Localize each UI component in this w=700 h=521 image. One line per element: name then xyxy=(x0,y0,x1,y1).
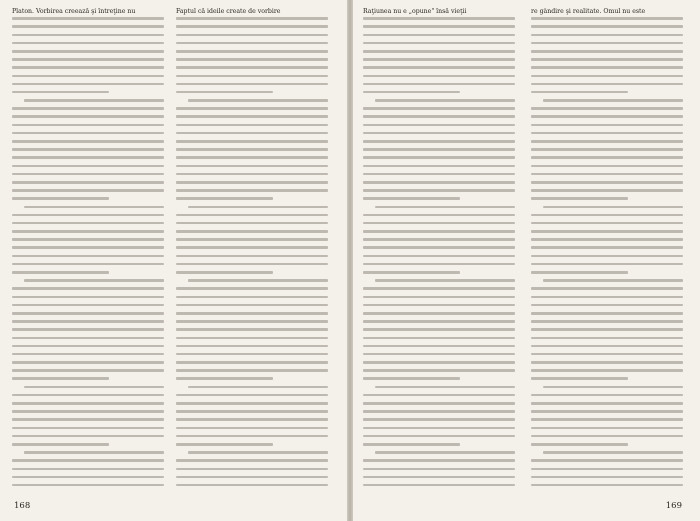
text-line xyxy=(531,148,683,151)
text-line xyxy=(363,222,515,225)
text-line xyxy=(176,369,328,372)
text-line xyxy=(12,427,164,430)
text-line xyxy=(176,132,328,135)
text-line xyxy=(531,132,683,135)
text-line xyxy=(12,402,164,405)
text-line xyxy=(531,443,628,446)
text-line xyxy=(531,124,683,127)
text-line xyxy=(176,189,328,192)
text-line xyxy=(543,451,683,454)
text-line xyxy=(531,107,683,110)
text-line xyxy=(531,165,683,168)
text-line xyxy=(176,222,328,225)
text-line xyxy=(176,75,328,78)
text-line xyxy=(176,468,328,471)
text-line xyxy=(176,304,328,307)
left-page-number: 168 xyxy=(14,501,31,511)
text-line xyxy=(363,361,515,364)
text-line xyxy=(363,410,515,413)
text-line xyxy=(531,271,628,274)
text-line xyxy=(12,189,164,192)
text-line xyxy=(531,181,683,184)
right-column-2-lead: re gândire şi realitate. Omul nu este xyxy=(531,8,646,15)
text-line xyxy=(176,42,328,45)
text-line xyxy=(531,304,683,307)
text-line xyxy=(531,83,683,86)
text-line xyxy=(12,271,109,274)
text-line xyxy=(531,197,628,200)
text-line xyxy=(363,287,515,290)
text-line xyxy=(12,197,109,200)
text-line xyxy=(363,484,515,487)
text-line xyxy=(531,156,683,159)
text-line xyxy=(12,296,164,299)
text-line xyxy=(12,17,164,20)
text-line xyxy=(176,156,328,159)
text-line xyxy=(176,459,328,462)
text-line xyxy=(12,34,164,37)
text-line xyxy=(176,34,328,37)
text-line xyxy=(531,238,683,241)
text-line xyxy=(24,386,164,389)
text-line xyxy=(531,312,683,315)
text-line xyxy=(176,25,328,28)
text-line xyxy=(12,238,164,241)
text-line xyxy=(531,246,683,249)
text-line xyxy=(363,58,515,61)
text-line xyxy=(12,140,164,143)
text-line xyxy=(12,410,164,413)
text-line xyxy=(176,214,328,217)
text-line xyxy=(531,369,683,372)
text-line xyxy=(531,410,683,413)
text-line xyxy=(12,75,164,78)
text-line xyxy=(531,140,683,143)
text-line xyxy=(176,361,328,364)
text-line xyxy=(363,34,515,37)
text-line xyxy=(363,296,515,299)
text-line xyxy=(12,66,164,69)
text-line xyxy=(375,206,515,209)
text-line xyxy=(176,165,328,168)
text-line xyxy=(363,337,515,340)
text-line xyxy=(531,115,683,118)
text-line xyxy=(363,115,515,118)
text-line xyxy=(531,427,683,430)
text-line xyxy=(176,181,328,184)
text-line xyxy=(176,427,328,430)
text-line xyxy=(363,418,515,421)
text-line xyxy=(24,451,164,454)
text-line xyxy=(531,476,683,479)
text-line xyxy=(176,148,328,151)
text-line xyxy=(12,435,164,438)
text-line xyxy=(176,107,328,110)
text-line xyxy=(12,468,164,471)
text-line xyxy=(176,173,328,176)
text-line xyxy=(363,468,515,471)
text-line xyxy=(176,484,328,487)
text-line xyxy=(12,328,164,331)
text-line xyxy=(176,66,328,69)
text-line xyxy=(531,402,683,405)
text-line xyxy=(12,304,164,307)
text-line xyxy=(531,484,683,487)
text-line xyxy=(12,287,164,290)
text-line xyxy=(176,197,273,200)
left-column-2-text xyxy=(176,17,328,486)
right-column-1 xyxy=(363,8,515,500)
text-line xyxy=(375,451,515,454)
text-line xyxy=(543,206,683,209)
text-line xyxy=(531,345,683,348)
text-line xyxy=(363,377,460,380)
text-line xyxy=(363,304,515,307)
text-line xyxy=(531,50,683,53)
text-line xyxy=(12,50,164,53)
text-line xyxy=(531,42,683,45)
text-line xyxy=(176,476,328,479)
text-line xyxy=(531,459,683,462)
text-line xyxy=(531,34,683,37)
right-column-1-text xyxy=(363,17,515,486)
text-line xyxy=(363,255,515,258)
right-page xyxy=(353,0,700,521)
text-line xyxy=(176,17,328,20)
text-line xyxy=(176,140,328,143)
text-line xyxy=(176,287,328,290)
text-line xyxy=(531,25,683,28)
left-column-2-lead: Faptul că ideile create de vorbire xyxy=(176,8,281,15)
text-line xyxy=(24,99,164,102)
text-line xyxy=(363,402,515,405)
text-line xyxy=(188,279,328,282)
text-line xyxy=(12,148,164,151)
text-line xyxy=(12,320,164,323)
text-line xyxy=(12,263,164,266)
text-line xyxy=(12,345,164,348)
text-line xyxy=(176,246,328,249)
text-line xyxy=(363,17,515,20)
text-line xyxy=(176,271,273,274)
text-line xyxy=(176,115,328,118)
text-line xyxy=(531,214,683,217)
text-line xyxy=(531,361,683,364)
text-line xyxy=(531,189,683,192)
text-line xyxy=(188,206,328,209)
text-line xyxy=(363,214,515,217)
text-line xyxy=(531,75,683,78)
text-line xyxy=(363,320,515,323)
text-line xyxy=(12,246,164,249)
text-line xyxy=(531,91,628,94)
text-line xyxy=(12,181,164,184)
text-line xyxy=(12,132,164,135)
text-line xyxy=(12,124,164,127)
text-line xyxy=(363,197,460,200)
text-line xyxy=(176,394,328,397)
text-line xyxy=(363,353,515,356)
text-line xyxy=(363,230,515,233)
text-line xyxy=(531,222,683,225)
left-column-1-lead: Platon. Vorbirea creează şi întreţine nu xyxy=(12,8,136,15)
text-line xyxy=(24,206,164,209)
text-line xyxy=(363,132,515,135)
text-line xyxy=(531,328,683,331)
text-line xyxy=(543,279,683,282)
text-line xyxy=(12,443,109,446)
text-line xyxy=(12,394,164,397)
right-column-1-lead: Raţiunea nu e „opune" însă vieţii xyxy=(363,8,467,15)
text-line xyxy=(176,410,328,413)
text-line xyxy=(363,140,515,143)
left-column-2 xyxy=(176,8,328,500)
text-line xyxy=(12,353,164,356)
text-line xyxy=(531,287,683,290)
text-line xyxy=(363,345,515,348)
text-line xyxy=(363,91,460,94)
text-line xyxy=(363,83,515,86)
text-line xyxy=(531,230,683,233)
text-line xyxy=(531,418,683,421)
text-line xyxy=(363,238,515,241)
text-line xyxy=(543,99,683,102)
text-line xyxy=(12,115,164,118)
left-column-1-text xyxy=(12,17,164,486)
text-line xyxy=(375,279,515,282)
text-line xyxy=(12,312,164,315)
text-line xyxy=(176,377,273,380)
text-line xyxy=(176,320,328,323)
text-line xyxy=(363,394,515,397)
text-line xyxy=(363,50,515,53)
text-line xyxy=(12,418,164,421)
text-line xyxy=(363,263,515,266)
text-line xyxy=(363,107,515,110)
right-page-number: 169 xyxy=(665,501,682,511)
text-line xyxy=(12,361,164,364)
text-line xyxy=(12,107,164,110)
text-line xyxy=(363,369,515,372)
text-line xyxy=(12,222,164,225)
left-column-1 xyxy=(12,8,164,500)
text-line xyxy=(363,165,515,168)
text-line xyxy=(363,25,515,28)
text-line xyxy=(176,353,328,356)
text-line xyxy=(363,124,515,127)
text-line xyxy=(375,386,515,389)
text-line xyxy=(363,148,515,151)
text-line xyxy=(176,238,328,241)
text-line xyxy=(531,263,683,266)
text-line xyxy=(188,386,328,389)
text-line xyxy=(176,435,328,438)
text-line xyxy=(531,320,683,323)
text-line xyxy=(176,312,328,315)
text-line xyxy=(176,124,328,127)
text-line xyxy=(12,484,164,487)
text-line xyxy=(531,296,683,299)
right-column-2-text xyxy=(531,17,683,486)
text-line xyxy=(531,394,683,397)
text-line xyxy=(531,255,683,258)
text-line xyxy=(12,42,164,45)
text-line xyxy=(176,255,328,258)
text-line xyxy=(531,377,628,380)
text-line xyxy=(363,246,515,249)
text-line xyxy=(12,369,164,372)
text-line xyxy=(531,17,683,20)
text-line xyxy=(363,328,515,331)
text-line xyxy=(531,66,683,69)
text-line xyxy=(363,435,515,438)
text-line xyxy=(531,353,683,356)
text-line xyxy=(176,443,273,446)
text-line xyxy=(12,476,164,479)
text-line xyxy=(12,173,164,176)
text-line xyxy=(176,296,328,299)
text-line xyxy=(12,91,109,94)
text-line xyxy=(531,337,683,340)
text-line xyxy=(12,25,164,28)
text-line xyxy=(363,189,515,192)
text-line xyxy=(176,402,328,405)
text-line xyxy=(543,386,683,389)
text-line xyxy=(363,427,515,430)
text-line xyxy=(363,312,515,315)
text-line xyxy=(363,75,515,78)
text-line xyxy=(12,255,164,258)
text-line xyxy=(363,476,515,479)
text-line xyxy=(375,99,515,102)
text-line xyxy=(176,50,328,53)
text-line xyxy=(176,230,328,233)
text-line xyxy=(363,173,515,176)
text-line xyxy=(363,181,515,184)
text-line xyxy=(12,214,164,217)
text-line xyxy=(363,156,515,159)
left-page xyxy=(0,0,347,521)
text-line xyxy=(24,279,164,282)
text-line xyxy=(176,263,328,266)
text-line xyxy=(176,345,328,348)
text-line xyxy=(188,451,328,454)
text-line xyxy=(363,271,460,274)
text-line xyxy=(531,468,683,471)
text-line xyxy=(363,42,515,45)
text-line xyxy=(531,58,683,61)
text-line xyxy=(12,230,164,233)
text-line xyxy=(176,83,328,86)
text-line xyxy=(176,337,328,340)
text-line xyxy=(12,156,164,159)
text-line xyxy=(12,165,164,168)
text-line xyxy=(176,418,328,421)
text-line xyxy=(188,99,328,102)
text-line xyxy=(12,459,164,462)
text-line xyxy=(363,459,515,462)
text-line xyxy=(363,66,515,69)
text-line xyxy=(176,328,328,331)
text-line xyxy=(176,91,273,94)
text-line xyxy=(12,58,164,61)
text-line xyxy=(12,83,164,86)
right-column-2 xyxy=(531,8,683,500)
text-line xyxy=(12,337,164,340)
text-line xyxy=(531,173,683,176)
text-line xyxy=(531,435,683,438)
text-line xyxy=(176,58,328,61)
text-line xyxy=(363,443,460,446)
text-line xyxy=(12,377,109,380)
